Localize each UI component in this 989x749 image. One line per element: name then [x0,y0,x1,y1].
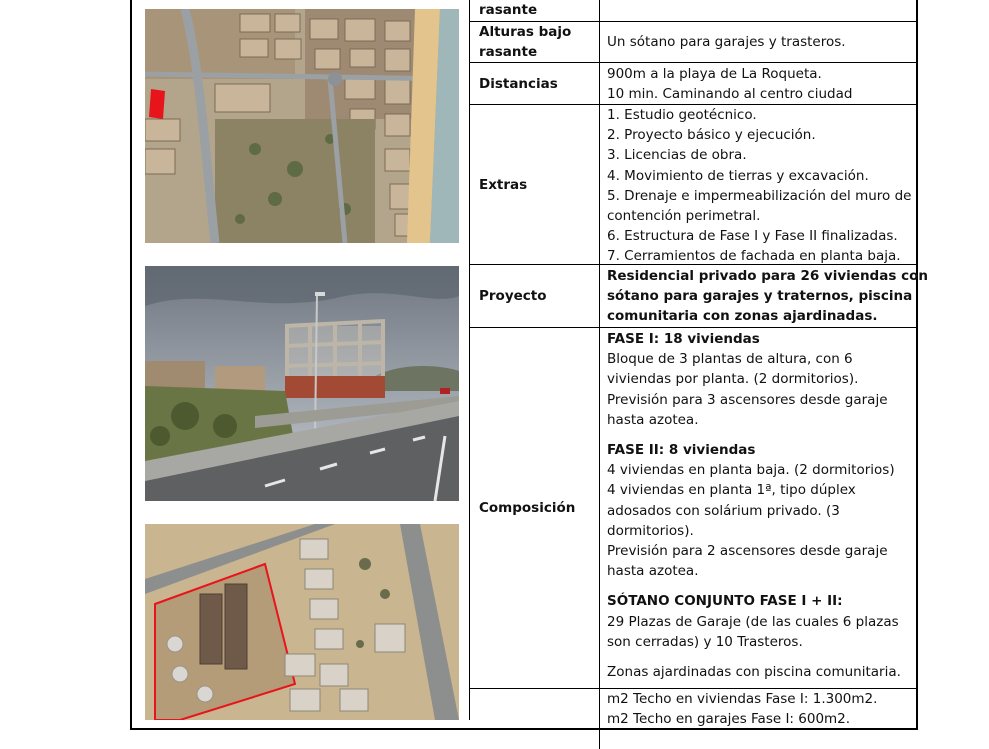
label-proyecto: Proyecto [470,265,600,327]
aerial-location-photo [145,9,459,243]
label-superficies [470,689,600,749]
aerial-plot-photo [145,524,459,720]
label-extras: Extras [470,105,600,264]
sotano-title: SÓTANO CONJUNTO FASE I + II: [607,593,843,610]
value-proyecto: Residencial privado para 26 viviendas con sótano para garajes y traternos, piscina comunitaria con zonas ajardinadas. [607,268,928,325]
row-alturas-bajo-rasante [470,22,917,63]
fase1-title: FASE I: 18 viviendas [607,331,760,347]
label-composicion: Composición [470,328,600,688]
street-view-photo [145,266,459,501]
row-composicion [470,328,917,689]
row-proyecto [470,265,928,328]
zonas-text: Zonas ajardinadas con piscina comunitaria. [607,664,901,681]
value-extras: 1. Estudio geotécnico. 2. Proyecto básico y ejecución. 3. Licencias de obra. 4. Movimiento de tierras y excavación. 5. Drenaje e impermeabilización del muro de contención perimetral. 6. Estructura de Fase I y Fase II finalizadas. 7. Cerramientos de fachada en planta baja. [607,107,912,265]
row-rasante [470,0,917,22]
label-rasante: rasante [470,0,600,21]
photo-column [130,0,470,720]
value-distancias: 900m a la playa de La Roqueta. 10 min. Caminando al centro ciudad [607,66,853,103]
label-distancias: Distancias [470,63,600,104]
value-composicion: FASE I: 18 viviendas Bloque de 3 plantas de altura, con 6 viviendas por planta. (2 dormitorios). Previsión para 3 ascensores desde garaje hasta azotea. FASE II: 8 viviendas 4 viviendas en planta baja. (2 dormitorios) 4 viviendas en planta 1ª, tipo dúplex adosados con solárium privado. (3 dormitorios). Previsión para 2 ascensores desde garaje hasta azotea. SÓTANO CONJUNTO FASE I + II: 29 Plazas de Garaje (de las cuales 6 plazas son cerradas) y 10 Trasteros. Zonas ajardinadas con piscina comunitaria. [600,328,917,688]
fase2-title: FASE II: 8 viviendas [607,442,756,459]
value-rasante [600,0,917,21]
label-alturas-bajo: Alturas bajo rasante [470,22,600,62]
value-superficies: m2 Techo en viviendas Fase I: 1.300m2. m2 Techo en garajes Fase I: 600m2. [607,691,878,728]
row-distancias [470,63,917,105]
value-alturas-bajo: Un sótano para garajes y trasteros. [607,33,846,50]
row-extras [470,105,917,265]
row-superficies [470,689,917,749]
